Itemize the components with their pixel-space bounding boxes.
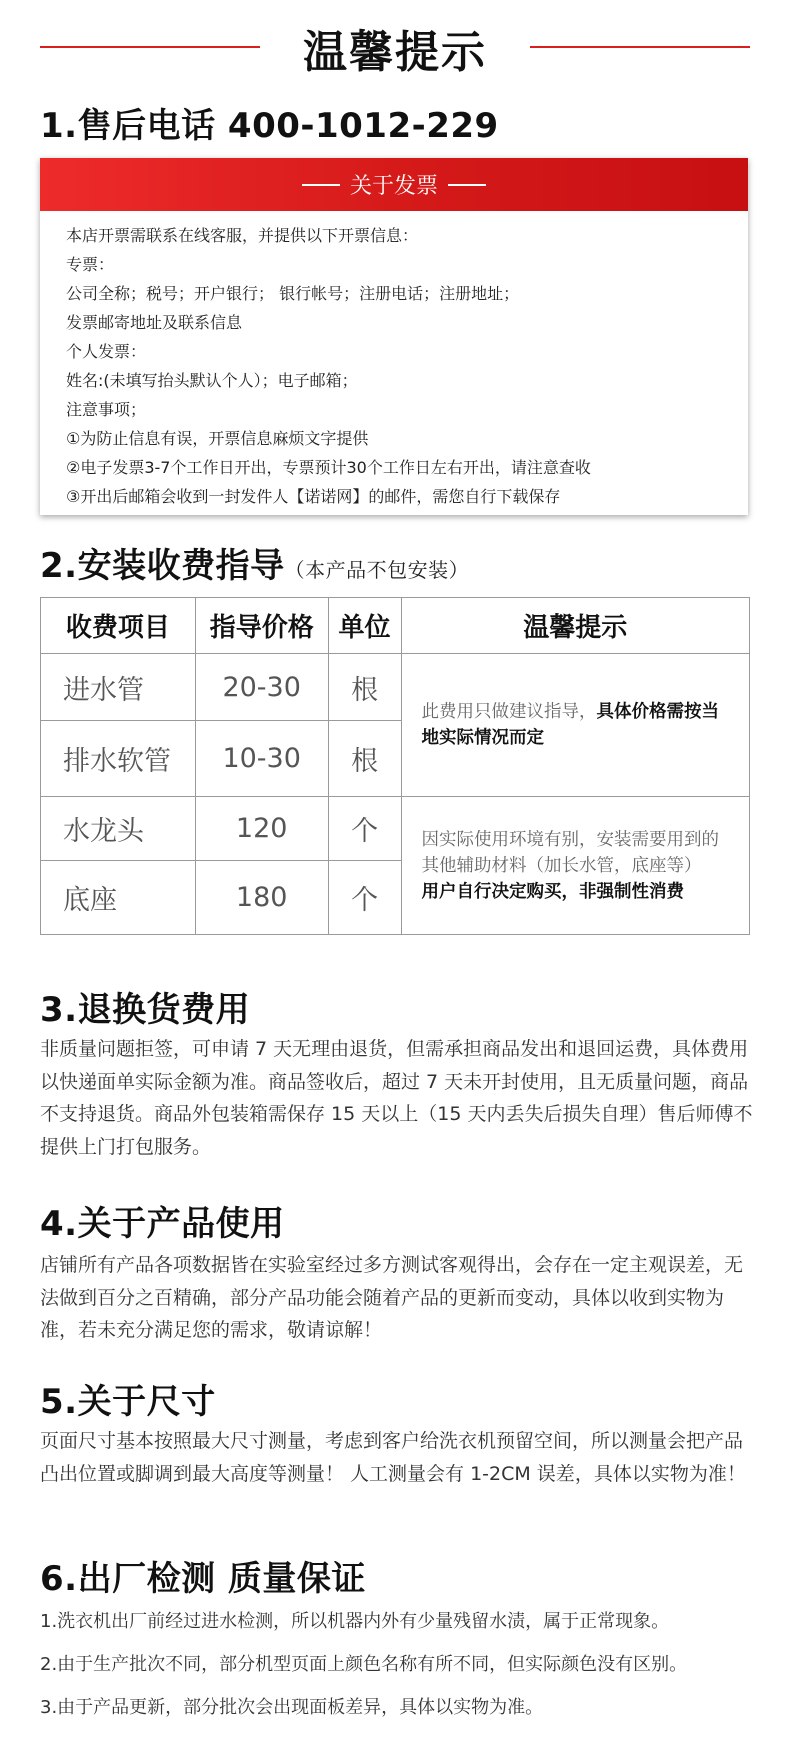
cell-item: 进水管 xyxy=(41,654,196,721)
invoice-line: 注意事项； xyxy=(66,400,147,419)
cell-price: 120 xyxy=(195,797,328,861)
invoice-banner xyxy=(40,158,748,211)
section-title-hotline: 1.售后电话 400-1012-229 xyxy=(40,106,499,146)
section-title-size: 5.关于尺寸 xyxy=(40,1382,216,1422)
page-header xyxy=(40,18,750,78)
table-row xyxy=(41,797,750,861)
invoice-line: ③开出后邮箱会收到一封发件人【诺诺网】的邮件，需您自行下载保存 xyxy=(66,487,561,506)
invoice-line: 姓名:(未填写抬头默认个人）；电子邮箱； xyxy=(66,371,358,390)
cell-item: 排水软管 xyxy=(41,721,196,797)
header-unit: 单位 xyxy=(328,598,401,654)
invoice-line: 公司全称；税号；开户银行； 银行帐号；注册电话；注册地址； xyxy=(66,284,520,303)
install-fee-title: 2.安装收费指导 xyxy=(40,546,285,586)
tip-bold-text: 具体价格需按当地实际情况而定 xyxy=(421,702,720,748)
table-row xyxy=(41,654,750,721)
install-fee-table xyxy=(40,597,750,935)
cell-unit: 个 xyxy=(328,797,401,861)
tip-normal-text: 因实际使用环境有别，安装需要用到的其他辅助材料（加长水管，底座等） xyxy=(421,829,720,876)
cell-unit: 个 xyxy=(328,861,401,935)
returns-text: 非质量问题拒签，可申请 7 天无理由退货，但需承担商品发出和退回运费，具体费用以快递面单实际金额为准。商品签收后，超过 7 天未开封使用，且无质量问题，商品不支持退货。商品外包装箱需保存 15 天以上（15 天内丢失后损失自理）售后师傅不提供上门打包服务。 xyxy=(40,1038,753,1158)
cell-tip-accessories xyxy=(401,797,749,935)
invoice-line: 个人发票： xyxy=(66,342,147,361)
header-price: 指导价格 xyxy=(195,598,328,654)
invoice-line: 发票邮寄地址及联系信息 xyxy=(66,313,243,332)
cell-unit: 根 xyxy=(328,654,401,721)
invoice-banner-title: 关于发票 xyxy=(349,174,438,199)
invoice-lines xyxy=(40,211,748,511)
section-title-quality: 6.出厂检测 质量保证 xyxy=(40,1559,366,1599)
cell-price: 180 xyxy=(195,861,328,935)
invoice-line: ②电子发票3-7个工作日开出，专票预计30个工作日左右开出，请注意查收 xyxy=(66,458,591,477)
section-title-product-use: 4.关于产品使用 xyxy=(40,1204,285,1244)
header-rule-left xyxy=(40,46,260,48)
section-title-returns: 3.退换货费用 xyxy=(40,990,251,1030)
invoice-line: 专票： xyxy=(66,255,115,274)
section-title-install-fee xyxy=(40,538,469,587)
invoice-info-box xyxy=(40,158,748,515)
tip-bold-text: 用户自行决定购买，非强制性消费 xyxy=(421,881,685,902)
quality-line: 2.由于生产批次不同，部分机型页面上颜色名称有所不同，但实际颜色没有区别。 xyxy=(40,1654,688,1675)
page-title: 温馨提示 xyxy=(303,27,487,78)
header-tip: 温馨提示 xyxy=(401,598,749,654)
quality-line: 3.由于产品更新，部分批次会出现面板差异，具体以实物为准。 xyxy=(40,1697,544,1718)
header-rule-right xyxy=(530,46,750,48)
banner-dash-left xyxy=(302,184,340,186)
banner-dash-right xyxy=(448,184,486,186)
cell-item: 水龙头 xyxy=(41,797,196,861)
cell-price: 10-30 xyxy=(195,721,328,797)
product-use-text: 店铺所有产品各项数据皆在实验室经过多方测试客观得出，会存在一定主观误差，无法做到百分之百精确，部分产品功能会随着产品的更新而变动，具体以收到实物为准，若未充分满足您的需求，敬请谅解！ xyxy=(40,1254,744,1341)
header-item: 收费项目 xyxy=(41,598,196,654)
install-fee-note: （本产品不包安装） xyxy=(284,558,470,582)
cell-price: 20-30 xyxy=(195,654,328,721)
table-header-row xyxy=(41,598,750,654)
cell-unit: 根 xyxy=(328,721,401,797)
quality-line: 1.洗衣机出厂前经过进水检测，所以机器内外有少量残留水渍，属于正常现象。 xyxy=(40,1611,670,1632)
invoice-line: 本店开票需联系在线客服，并提供以下开票信息： xyxy=(66,226,419,245)
invoice-line: ①为防止信息有误，开票信息麻烦文字提供 xyxy=(66,429,369,448)
tip-normal-text: 此费用只做建议指导， xyxy=(421,702,597,722)
cell-item: 底座 xyxy=(41,861,196,935)
size-text: 页面尺寸基本按照最大尺寸测量，考虑到客户给洗衣机预留空间，所以测量会把产品凸出位置或脚调到最大高度等测量！ 人工测量会有 1-2CM 误差，具体以实物为准！ xyxy=(40,1430,746,1485)
cell-tip-pipes xyxy=(401,654,749,797)
